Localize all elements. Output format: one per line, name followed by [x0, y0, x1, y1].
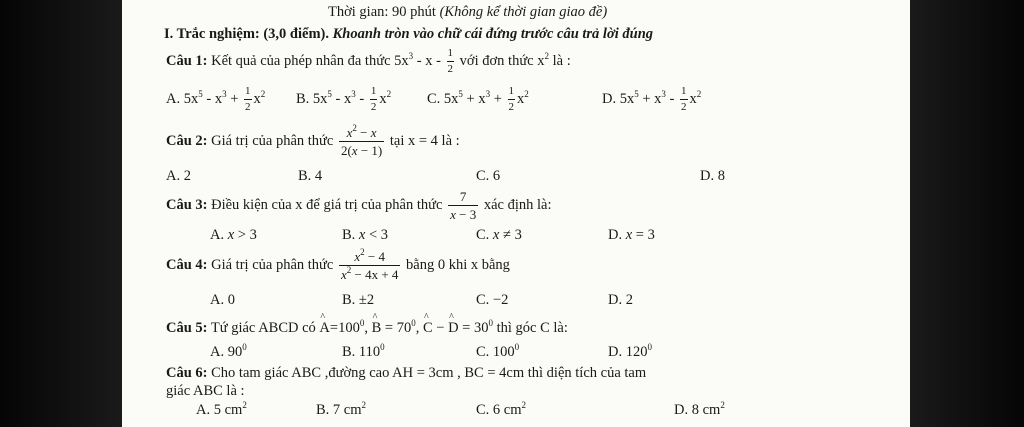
question-text: với đơn thức [459, 52, 534, 69]
question-text: xác định là: [483, 196, 552, 213]
time-note: (Không kể thời gian giao đề) [439, 4, 608, 20]
fraction: $\frac{1}{2}$ [447, 47, 454, 75]
question-text: Giá trị của phân thức [211, 256, 334, 273]
question-5 [166, 320, 568, 337]
question-text: Giá trị của phân thức [211, 132, 334, 149]
question-text: Điều kiện của x để giá trị của phân thức [211, 196, 443, 213]
option-6b[interactable]: B. 7 $cm^2$ [316, 400, 367, 418]
question-label: Câu 2: [166, 132, 208, 149]
option-1d[interactable]: D. $5x^5 + x^3$ - $\frac{1}{2}$ $x^2$ [602, 85, 702, 113]
question-text: Cho tam giác ABC ,đường cao AH = 3cm , BC = 4cm thì diện tích của tam [211, 365, 647, 381]
option-letter: C. [427, 90, 441, 107]
time-header [328, 4, 607, 21]
option-letter: A. [166, 90, 181, 107]
question-2 [166, 123, 460, 158]
option-6a[interactable]: A. 5 $cm^2$ [196, 400, 247, 418]
option-6c[interactable]: C. 6 $cm^2$ [476, 400, 527, 418]
option-4b[interactable]: B. ±2 [342, 292, 375, 308]
option-3a[interactable]: A. x > 3 [210, 227, 257, 243]
option-5b[interactable]: B. $110^0$ [342, 342, 385, 360]
math-expression: $5x^3$ - x - [394, 50, 441, 69]
option-1a[interactable]: A. $5x^5 - x^3$ + $\frac{1}{2}$ $x^2$ [166, 85, 266, 113]
section-title: I. Trắc nghiệm: (3,0 điểm). [164, 26, 329, 42]
question-label: Câu 5: [166, 320, 208, 336]
option-2d[interactable]: D. 8 [700, 168, 725, 184]
question-1 [166, 48, 571, 75]
fraction: $\frac{x^2 - 4}{x^2 - 4x + 4}$ [340, 247, 399, 282]
left-black-border [0, 0, 122, 427]
question-text: tại x = 4 là : [389, 132, 460, 149]
question-label: Câu 4: [166, 256, 208, 273]
angle-expression: ^ $A=100^0$, ^ $B = 70^0$, ^ C − ^ $D = 30^0$ [319, 320, 493, 336]
question-6-line-2: giác ABC là : [166, 383, 245, 399]
option-2c[interactable]: C. 6 [476, 168, 501, 184]
right-black-border [910, 0, 1024, 427]
math-expression: $x^2$ [537, 50, 549, 69]
option-3c[interactable]: C. x ≠ 3 [476, 227, 522, 243]
question-label: Câu 6: [166, 365, 208, 381]
question-text: là : [552, 52, 571, 69]
section-heading [164, 26, 653, 43]
question-text: bằng 0 khi x bằng [406, 256, 510, 273]
option-6d[interactable]: D. 8 $cm^2$ [674, 400, 725, 418]
question-text: thì góc C là: [496, 320, 568, 336]
section-instruction: Khoanh tròn vào chữ cái đứng trước câu trả lời đúng [332, 26, 654, 42]
option-letter: B. [296, 90, 310, 107]
fraction: $\frac{x^2 - x}{2(x - 1)}$ [340, 123, 383, 158]
option-1b[interactable]: B. $5x^5 - x^3$ - $\frac{1}{2}$ $x^2$ [296, 85, 392, 113]
option-2a[interactable]: A. 2 [166, 168, 191, 184]
option-5c[interactable]: C. $100^0$ [476, 342, 520, 360]
question-4 [166, 247, 510, 282]
option-3b[interactable]: B. x < 3 [342, 227, 389, 243]
option-4a[interactable]: A. 0 [210, 292, 235, 308]
option-letter: D. [602, 90, 617, 107]
option-5a[interactable]: A. $90^0$ [210, 342, 247, 360]
question-label: Câu 1: [166, 52, 208, 69]
option-4c[interactable]: C. −2 [476, 292, 509, 308]
option-5d[interactable]: D. $120^0$ [608, 342, 652, 360]
question-text: Kết quả của phép nhân đa thức [211, 52, 391, 69]
question-6 [166, 365, 646, 382]
time-label: Thời gian: 90 phút [328, 4, 436, 20]
question-label: Câu 3: [166, 196, 208, 213]
option-4d[interactable]: D. 2 [608, 292, 633, 308]
exam-page [122, 0, 910, 427]
question-3 [166, 190, 551, 221]
option-2b[interactable]: B. 4 [298, 168, 323, 184]
option-3d[interactable]: D. x = 3 [608, 227, 655, 243]
fraction: $\frac{7}{x - 3}$ [450, 189, 477, 222]
question-text: Tứ giác ABCD có [210, 320, 316, 336]
option-1c[interactable]: C. $5x^5 + x^3$ + $\frac{1}{2}$ $x^2$ [427, 85, 529, 113]
